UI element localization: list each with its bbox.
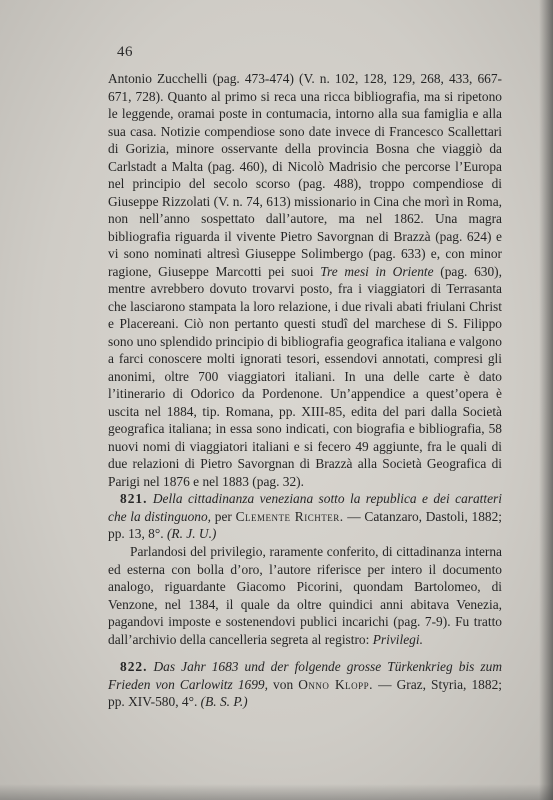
entry-publication: — Catanzaro, Dastoli, 1882; pp. 13, 8°. [108, 508, 503, 541]
intro-text: Antonio Zucchelli (pag. 473-474) (V. n. 102, 128, 129, 268, 433, 667-671, 728). Quanto al primo si reca una ricca bibliografia, ma si ripetono le leggende, oramai poste in contumacia, intorno alla sua famiglia e alla sua casa. Notizie compendiose sono date invece di Francesco Scallettari di Gorizia, minore osservante della provincia Bosna che viaggiò da Carlstadt a Malta (pag. 460), di Nicolò Madrisio che percorse l’Europa nel principio del secolo scorso (pag. 488), troppo compendiose di Giuseppe Rizzolati (V. n. 74, 613) missionario in Cina che morì in Roma, non nell’anno sospettato dall’autore, ma nel 1862. Una magra bibliografia riguarda il vivente Pietro Savorgnan di Brazzà (pag. 624) e vi sono nominati altresì Giuseppe Solimbergo (pag. 633) e, con minor ragione, Giuseppe Marcotti pei suoi [108, 71, 502, 279]
entry-title: Das Jahr 1683 und der folgende grosse Türkenkrieg bis zum Frieden von Carlowitz 1699, [108, 659, 502, 692]
page-shadow-bottom [0, 784, 553, 800]
entry-822 [108, 658, 502, 711]
entry-code: (R. J. U.) [166, 526, 217, 541]
entry-by: per [214, 508, 232, 524]
intro-text-end: (pag. 630), mentre avrebbero dovuto trovarvi posto, fra i viaggiatori di Terrasanta che lasciarono stampata la loro relazione, i due rivali abati friulani Christ e Placereani. Ciò non pertanto questi studî del marchese di S. Filippo sono uno splendido principio di bibliografia geografica italiana e valgono a farci conoscere molti ignorati tesori, essendovi annotati, compresi gli anonimi, oltre 700 viaggiatori italiani. In una delle carte è dato l’itinerario di Odorico da Pordenone. Un’appendice a quest’opera è uscita nel 1884, tip. Romana, pp. XIII-85, edita del pari dalla Società geografica italiana; in essa sono indicati, con biografia e bibliografia, 58 nuovi nomi di viaggiatori italiani e si fecero 49 aggiunte, fra le quali di due relazioni di Pietro Savorgnan di Brazzà alla Società Geografica di Parigi nel 1876 e nel 1883 (pag. 32). [108, 263, 502, 489]
entry-number: 821. [120, 491, 148, 506]
entry-body: Parlandosi del privilegio, raramente conferito, di cittadinanza interna ed esterna con bolla d’oro, l’autore riferisce per intero il documento analogo, riguardante Giacomo Picorini, quondam Bartolomeo, di Venzone, nel 1384, il quale da oltre quindici anni abitava Venezia, pagandovi imposte e sostenendovi publici incarichi (pag. 7-9). Fu tratto dall’archivio della cancelleria segreta al registro: [108, 544, 502, 647]
entry-number: 822. [120, 659, 148, 674]
intro-paragraph [108, 70, 502, 490]
intro-italic-title: Tre mesi in Oriente [320, 263, 434, 279]
entry-publication: — Graz, Styria, 1882; pp. XIV-580, 4°. [108, 676, 502, 709]
entry-author: Onno Klopp. [298, 676, 374, 692]
entry-title: Della cittadinanza veneziana sotto la republica e dei caratteri che la distinguono, [108, 491, 502, 524]
page-shadow-right [539, 0, 553, 800]
entry-author: Clemente Richter. [235, 508, 344, 524]
entry-body-italic: Privilegi. [372, 631, 423, 647]
entry-821-body [108, 543, 502, 648]
page-number: 46 [117, 44, 133, 60]
entry-821 [108, 490, 502, 543]
entry-code: (B. S. P.) [200, 694, 248, 709]
entry-by: von [273, 676, 294, 692]
